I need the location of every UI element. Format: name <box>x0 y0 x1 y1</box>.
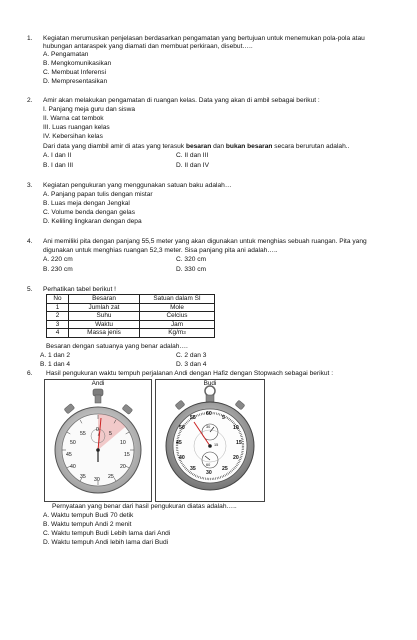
option-c[interactable]: C. Waktu tempuh Budi Lebih lama dari Andi <box>43 530 171 537</box>
dial-number: 20 <box>233 455 239 461</box>
list-item: IV. Kebersihan kelas <box>43 133 103 140</box>
table-cell: Jam <box>140 320 215 329</box>
option-b[interactable]: B. 230 cm <box>43 266 73 273</box>
option-c[interactable]: C. Membuat Inferensi <box>43 69 107 76</box>
dial-number: 10 <box>233 425 239 431</box>
photo-label-budi: Budi <box>203 380 217 387</box>
dial-number: 35 <box>190 466 196 472</box>
table-cell: 4 <box>47 329 69 338</box>
table-cell: 1 <box>47 303 69 312</box>
question-text-line: Kegiatan pengukuran yang menggunakan satuan baku adalah… <box>43 182 232 189</box>
dial-number: 35 <box>80 474 86 480</box>
list-item: III. Luas ruangan kelas <box>43 124 110 131</box>
dial-number: 10 <box>120 440 126 446</box>
option-a[interactable]: A. Waktu tempuh Budi 70 detik <box>43 512 134 519</box>
table-cell: 3 <box>47 320 69 329</box>
dial-number: 30 <box>94 477 100 483</box>
table-cell: Waktu <box>69 320 140 329</box>
dial-number: 20 <box>120 464 126 470</box>
dial-number: 60 <box>206 411 212 417</box>
unit-superscript: 3 <box>183 330 186 335</box>
subdial-number: 15 <box>214 443 219 447</box>
stopwatch-photo-andi <box>44 379 152 502</box>
option-c[interactable]: C. 320 cm <box>176 256 207 263</box>
table-cell: Celcius <box>140 312 215 321</box>
question-text-line: hubungan antaraspek yang diamati dan membuat perkiraan, disebut….. <box>43 43 253 50</box>
stem-part: secara berurutan adalah.. <box>272 143 350 150</box>
question-number: 6. <box>27 370 33 377</box>
question-text-line: Ani memiliki pita dengan panjang 55,5 meter yang akan digunakan untuk menghias sebuah ruangan. Pita yang <box>43 238 367 245</box>
option-a[interactable]: A. 220 cm <box>43 256 73 263</box>
option-c[interactable]: C. II dan III <box>176 152 209 159</box>
question-number: 2. <box>27 97 33 104</box>
option-d[interactable]: D. Mempresentasikan <box>43 78 108 85</box>
dial-number: 25 <box>222 466 228 472</box>
keyword-besaran: besaran <box>185 143 212 150</box>
photo-label-andi: Andi <box>91 380 105 387</box>
question-number: 1. <box>27 35 33 42</box>
subdial-number: 30 <box>206 425 211 429</box>
dial-number: 40 <box>70 464 76 470</box>
option-d[interactable]: D. II dan IV <box>176 162 209 169</box>
question-number: 5. <box>27 286 33 293</box>
question-stem: Besaran dengan satuanya yang benar adalah…. <box>46 343 188 350</box>
question-text-line: digunakan untuk menghias ruangan 52,3 meter. Sisa panjang pita ani adalah….. <box>43 247 278 254</box>
table-row <box>47 312 215 321</box>
stopwatch-budi-icon <box>156 380 264 501</box>
option-b[interactable]: B. Mengkomunikasikan <box>43 60 112 67</box>
option-b[interactable]: B. Waktu tempuh Andi 2 menit <box>43 521 132 528</box>
option-a[interactable]: A. Panjang papan tulis dengan mistar <box>43 191 153 198</box>
option-a[interactable]: A. Pengamatan <box>43 51 89 58</box>
table-cell: Jumlah zat <box>69 303 140 312</box>
dial-number: 55 <box>80 431 86 437</box>
units-table <box>46 294 215 338</box>
option-c[interactable]: C. Volume benda dengan gelas <box>43 209 136 216</box>
option-d[interactable]: D. 3 dan 4 <box>176 361 207 368</box>
unit-text: Kg/m <box>168 329 184 336</box>
table-cell: 2 <box>47 312 69 321</box>
table-header-cell: Satuan dalam SI <box>140 295 215 304</box>
question-number: 3. <box>27 182 33 189</box>
table-row <box>47 320 215 329</box>
dial-number: 15 <box>236 440 242 446</box>
dial-number: 45 <box>176 440 182 446</box>
table-row <box>47 329 215 338</box>
dial-number: 30 <box>206 470 212 476</box>
table-header-row <box>47 295 215 304</box>
stem-part: dan <box>211 143 226 150</box>
option-d[interactable]: D. 330 cm <box>176 266 207 273</box>
question-stem <box>43 143 349 152</box>
dial-number: 55 <box>190 415 196 421</box>
stopwatch-photo-budi <box>155 379 265 502</box>
option-b[interactable]: B. 1 dan 4 <box>40 361 71 368</box>
dial-number: 45 <box>66 452 72 458</box>
question-text-line: Perhatikan tabel berikut ! <box>43 286 116 293</box>
option-b[interactable]: B. I dan III <box>43 162 74 169</box>
dial-number: 15 <box>124 452 130 458</box>
option-b[interactable]: B. Luas meja dengan Jengkal <box>43 200 130 207</box>
question-number: 4. <box>27 238 33 245</box>
option-a[interactable]: A. I dan II <box>43 152 72 159</box>
stem-part: Dari data yang diambil amir di atas yang terasuk <box>43 143 186 150</box>
dial-number: 40 <box>179 455 185 461</box>
dial-number: 25 <box>108 474 114 480</box>
question-text-line: Hasil pengukuran waktu tempuh perjalanan Andi dengan Hafiz dengan Stopwach sebagai berikut : <box>46 370 334 377</box>
table-cell: Mole <box>140 303 215 312</box>
question-stem: Pernyataan yang benar dari hasil pengukuran diatas adalah….. <box>52 503 237 510</box>
dial-number: 50 <box>70 440 76 446</box>
dial-number: 5 <box>222 415 225 421</box>
list-item: I. Panjang meja guru dan siswa <box>43 106 136 113</box>
dial-number: 50 <box>179 425 185 431</box>
question-text-line: Kegiatan merumuskan penjelasan berdasarkan pengamatan yang bertujuan untuk menemukan pola-pola atau <box>43 35 365 42</box>
option-d[interactable]: D. Waktu tempuh Andi lebih lama dari Budi <box>43 539 169 546</box>
question-text-line: Amir akan melakukan pengamatan di ruangan kelas. Data yang akan di ambil sebagai berikut : <box>43 97 320 104</box>
table-cell <box>140 329 215 338</box>
list-item: II. Warna cat tembok <box>43 115 104 122</box>
dial-number: 0 <box>96 427 99 433</box>
keyword-bukan-besaran: bukan besaran <box>225 143 273 150</box>
table-header-cell: No <box>47 295 69 304</box>
dial-number: 5 <box>109 431 112 437</box>
option-d[interactable]: D. Keliling lingkaran dengan depa <box>43 218 142 225</box>
table-header-cell: Besaran <box>69 295 140 304</box>
table-cell: Massa jenis <box>69 329 140 338</box>
table-row <box>47 303 215 312</box>
option-c[interactable]: C. 2 dan 3 <box>176 352 207 359</box>
subdial-number: 60 <box>206 463 211 467</box>
table-cell: Suhu <box>69 312 140 321</box>
option-a[interactable]: A. 1 dan 2 <box>40 352 71 359</box>
